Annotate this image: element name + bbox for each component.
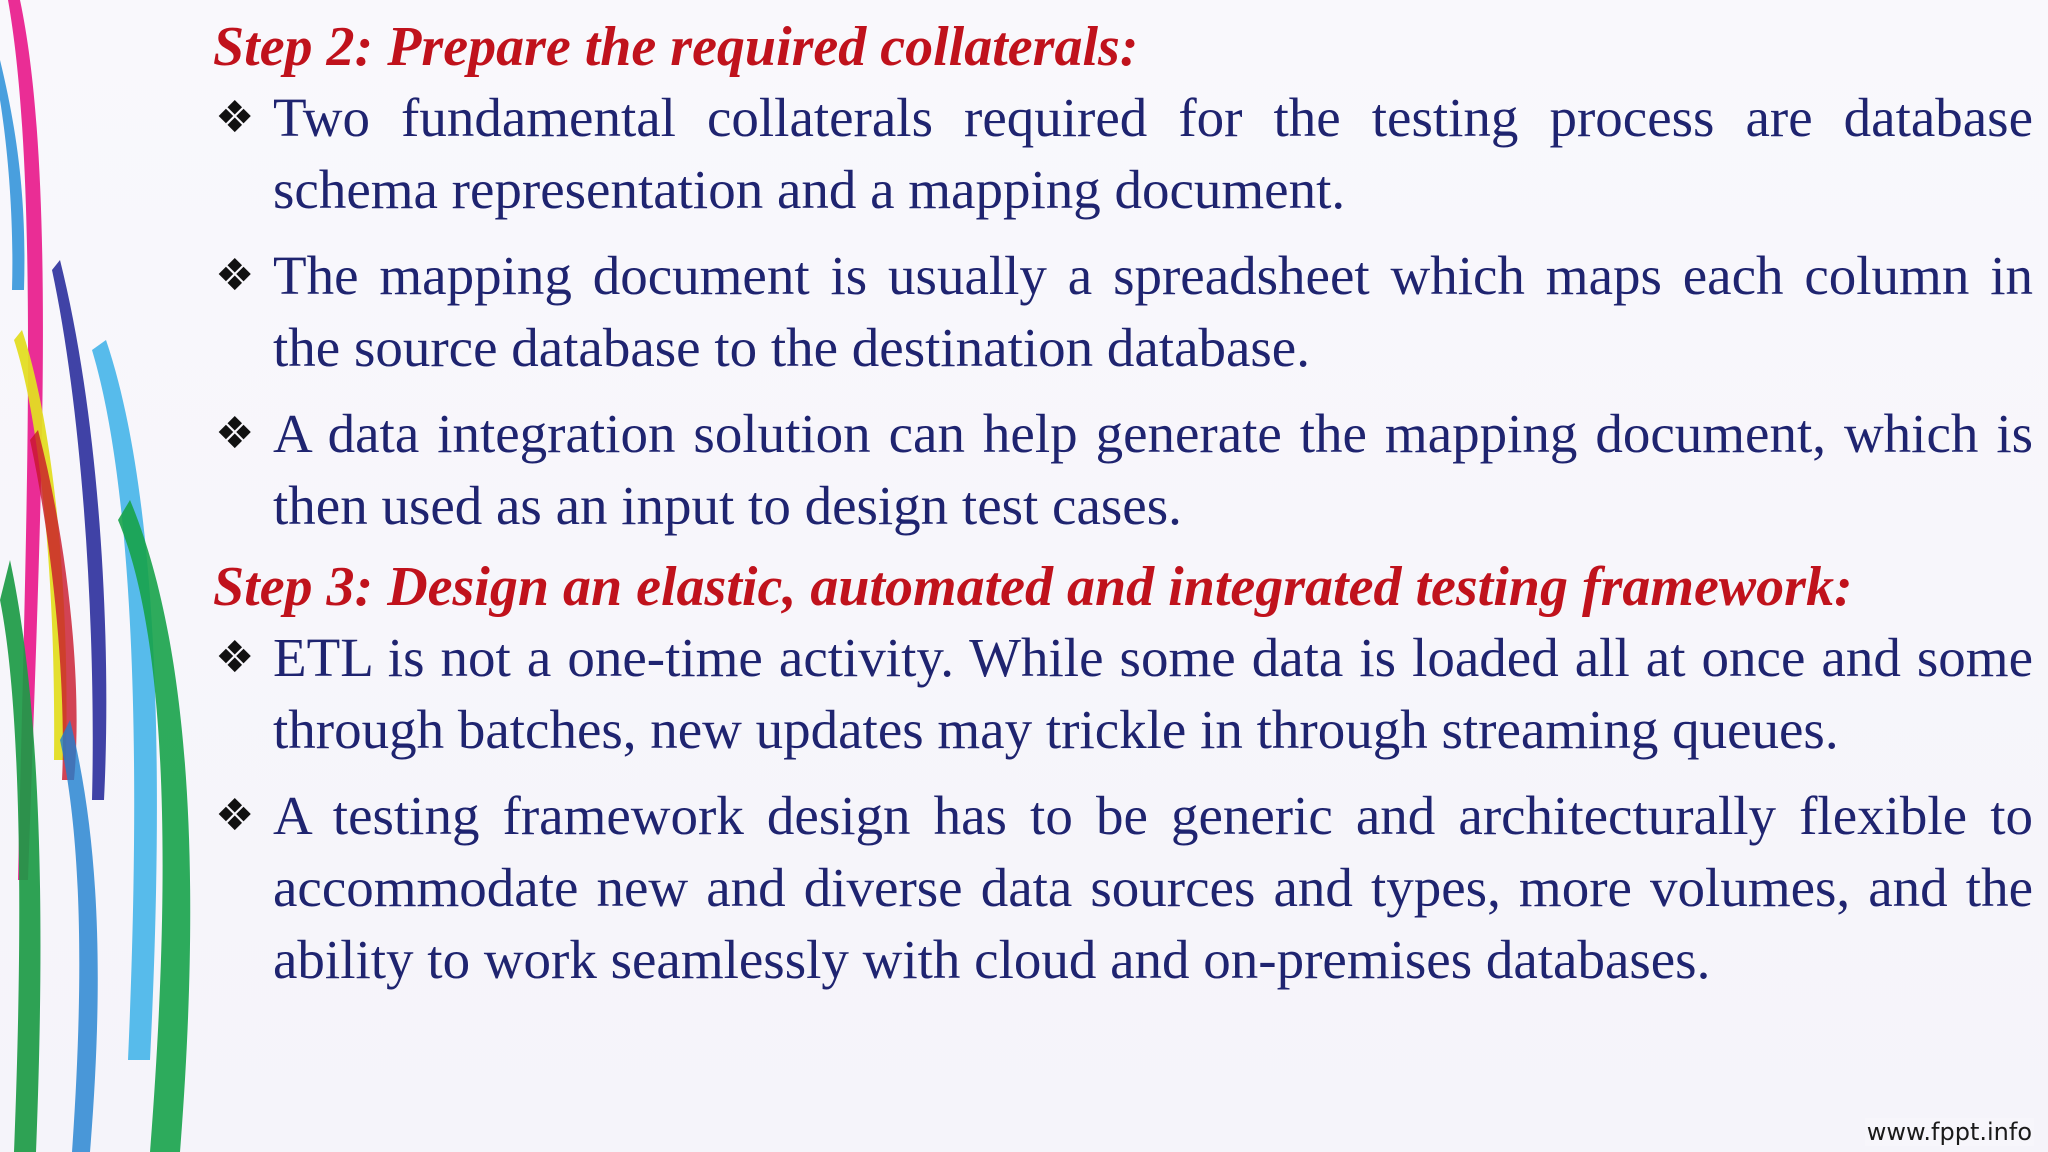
step-2-heading: Step 2: Prepare the required collaterals: (213, 16, 1139, 78)
slide-content (213, 12, 2033, 996)
decorative-ribbons (0, 0, 240, 1152)
bullet-item (213, 780, 2033, 996)
bullet-text: A testing framework design has to be generic and architecturally flexible to accommodate new and diverse data sources and types, more volumes, and the ability to work seamlessly with cloud and on-premises databases. (273, 785, 2033, 990)
bullet-item (213, 82, 2033, 226)
bullet-item (213, 240, 2033, 384)
bullet-text: ETL is not a one-time activity. While some data is loaded all at once and some through batches, new updates may trickle in through streaming queues. (273, 627, 2033, 760)
bullet-item (213, 622, 2033, 766)
diamond-bullet-icon: ❖ (215, 250, 255, 301)
diamond-bullet-icon: ❖ (215, 790, 255, 841)
step-3-heading: Step 3: Design an elastic, automated and integrated testing framework: (213, 556, 1853, 618)
bullet-text: A data integration solution can help generate the mapping document, which is then used as an input to design test cases. (273, 403, 2033, 536)
footer-url: www.fppt.info (1866, 1118, 2032, 1146)
diamond-bullet-icon: ❖ (215, 92, 255, 143)
bullet-text: Two fundamental collaterals required for the testing process are database schema representation and a mapping document. (273, 87, 2033, 220)
bullet-item (213, 398, 2033, 542)
diamond-bullet-icon: ❖ (215, 408, 255, 459)
diamond-bullet-icon: ❖ (215, 632, 255, 683)
bullet-text: The mapping document is usually a spreadsheet which maps each column in the source database to the destination database. (273, 245, 2033, 378)
